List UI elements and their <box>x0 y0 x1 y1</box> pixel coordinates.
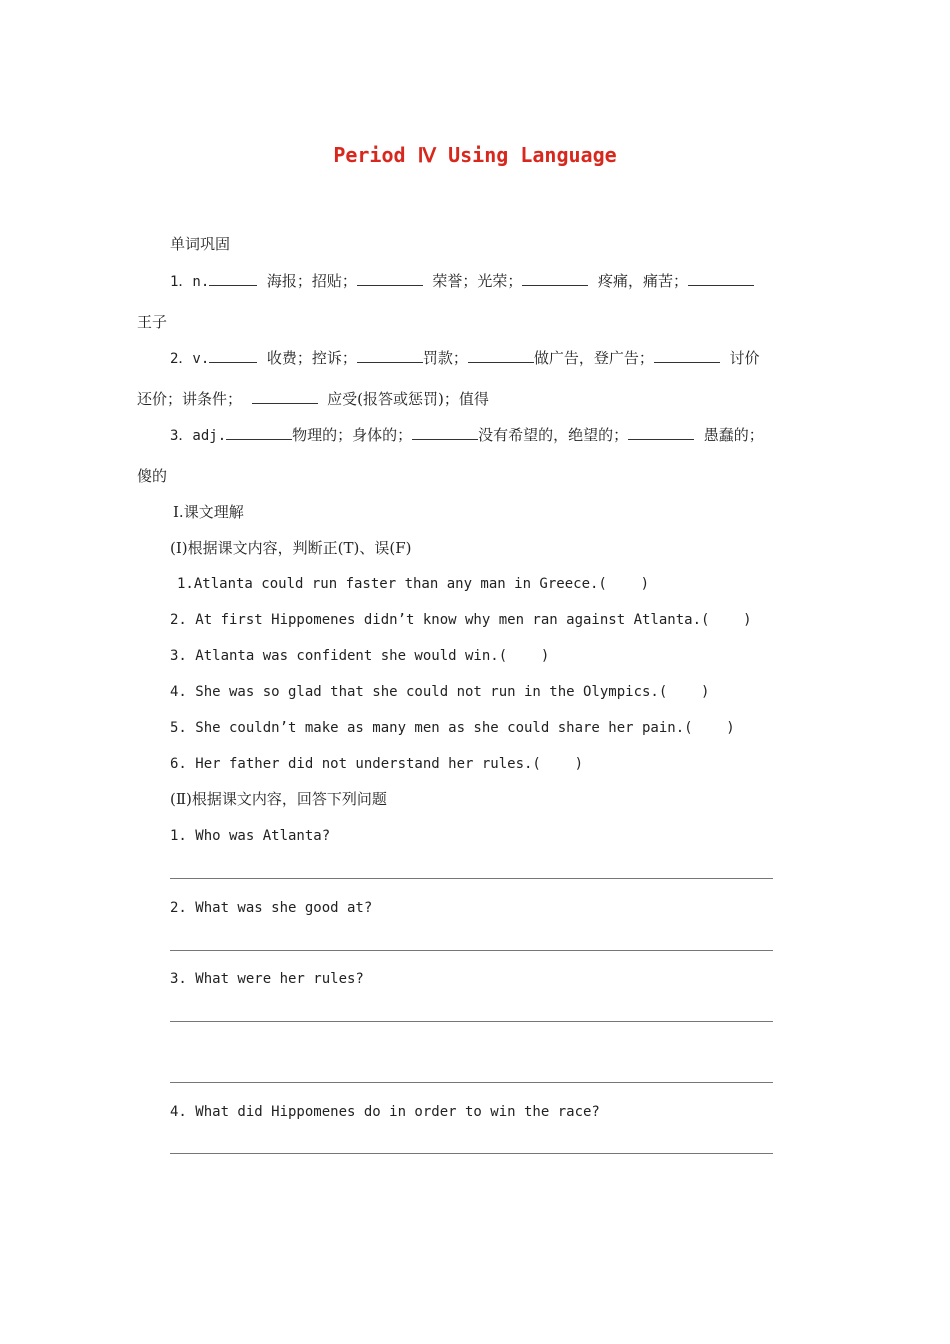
question-2: 2. What was she good at? <box>170 900 373 916</box>
answer-line-3[interactable] <box>170 1021 773 1022</box>
answer-line-2[interactable] <box>170 950 773 951</box>
tf-item-3: 3. Atlanta was confident she would win.( ) <box>170 648 550 664</box>
blank[interactable] <box>209 348 257 363</box>
tf-item-2: 2. At first Hippomenes didn’t know why men ran against Atlanta.( ) <box>170 612 752 628</box>
vocab-q3-d: 傻的 <box>137 467 168 485</box>
blank[interactable] <box>522 271 588 286</box>
blank[interactable] <box>357 271 423 286</box>
blank[interactable] <box>688 271 754 286</box>
part-b-heading: (Ⅱ)根据课文内容，回答下列问题 <box>170 790 387 808</box>
question-3: 3. What were her rules? <box>170 971 364 987</box>
vocab-q1-d: 王子 <box>137 313 168 331</box>
blank[interactable] <box>209 271 257 286</box>
vocab-q1-b: 荣誉；光荣； <box>432 272 523 290</box>
blank[interactable] <box>357 348 423 363</box>
page-title: Period Ⅳ Using Language <box>333 143 617 167</box>
tf-item-6: 6. Her father did not understand her rules.( ) <box>170 756 584 772</box>
tf-item-1: 1.Atlanta could run faster than any man in Greece.( ) <box>177 576 650 592</box>
vocab-q3-prefix: 3．adj. <box>170 428 227 444</box>
vocab-q3-a: 物理的；身体的； <box>292 426 413 444</box>
blank[interactable] <box>412 425 478 440</box>
vocab-q2-e: 还价；讲条件； <box>137 390 243 408</box>
question-1: 1. Who was Atlanta? <box>170 828 331 844</box>
answer-line-4[interactable] <box>170 1153 773 1154</box>
vocab-q1-line <box>170 270 754 293</box>
vocab-heading: 单词巩固 <box>170 235 231 253</box>
vocab-q1-prefix: 1．n. <box>170 274 210 290</box>
vocab-q3-b: 没有希望的，绝望的； <box>478 426 629 444</box>
vocab-q2-line <box>170 347 759 370</box>
blank[interactable] <box>628 425 694 440</box>
answer-line-1[interactable] <box>170 878 773 879</box>
vocab-q1-c: 疼痛，痛苦； <box>597 272 688 290</box>
vocab-q1-a: 海报；招贴； <box>266 272 357 290</box>
vocab-q2-line2 <box>137 388 489 410</box>
vocab-q3-c: 愚蠢的； <box>703 426 764 444</box>
answer-line-3b[interactable] <box>170 1082 773 1083</box>
blank[interactable] <box>252 389 318 404</box>
blank[interactable] <box>654 348 720 363</box>
vocab-q2-f: 应受(报答或惩罚)；值得 <box>327 390 489 408</box>
vocab-q2-prefix: 2．v. <box>170 351 210 367</box>
tf-item-4: 4. She was so glad that she could not run in the Olympics.( ) <box>170 684 710 700</box>
vocab-q2-b: 罚款； <box>422 349 468 367</box>
blank[interactable] <box>226 425 292 440</box>
vocab-q2-a: 收费；控诉； <box>266 349 357 367</box>
vocab-q2-d: 讨价 <box>729 349 760 367</box>
blank[interactable] <box>468 348 534 363</box>
part-a-heading: (Ⅰ)根据课文内容，判断正(T)、误(F) <box>170 539 412 557</box>
question-4: 4. What did Hippomenes do in order to win the race? <box>170 1104 600 1120</box>
vocab-q3-line <box>170 424 764 447</box>
vocab-q2-c: 做广告，登广告； <box>533 349 654 367</box>
tf-item-5: 5. She couldn’t make as many men as she could share her pain.( ) <box>170 720 735 736</box>
section-heading: Ⅰ.课文理解 <box>173 503 244 521</box>
